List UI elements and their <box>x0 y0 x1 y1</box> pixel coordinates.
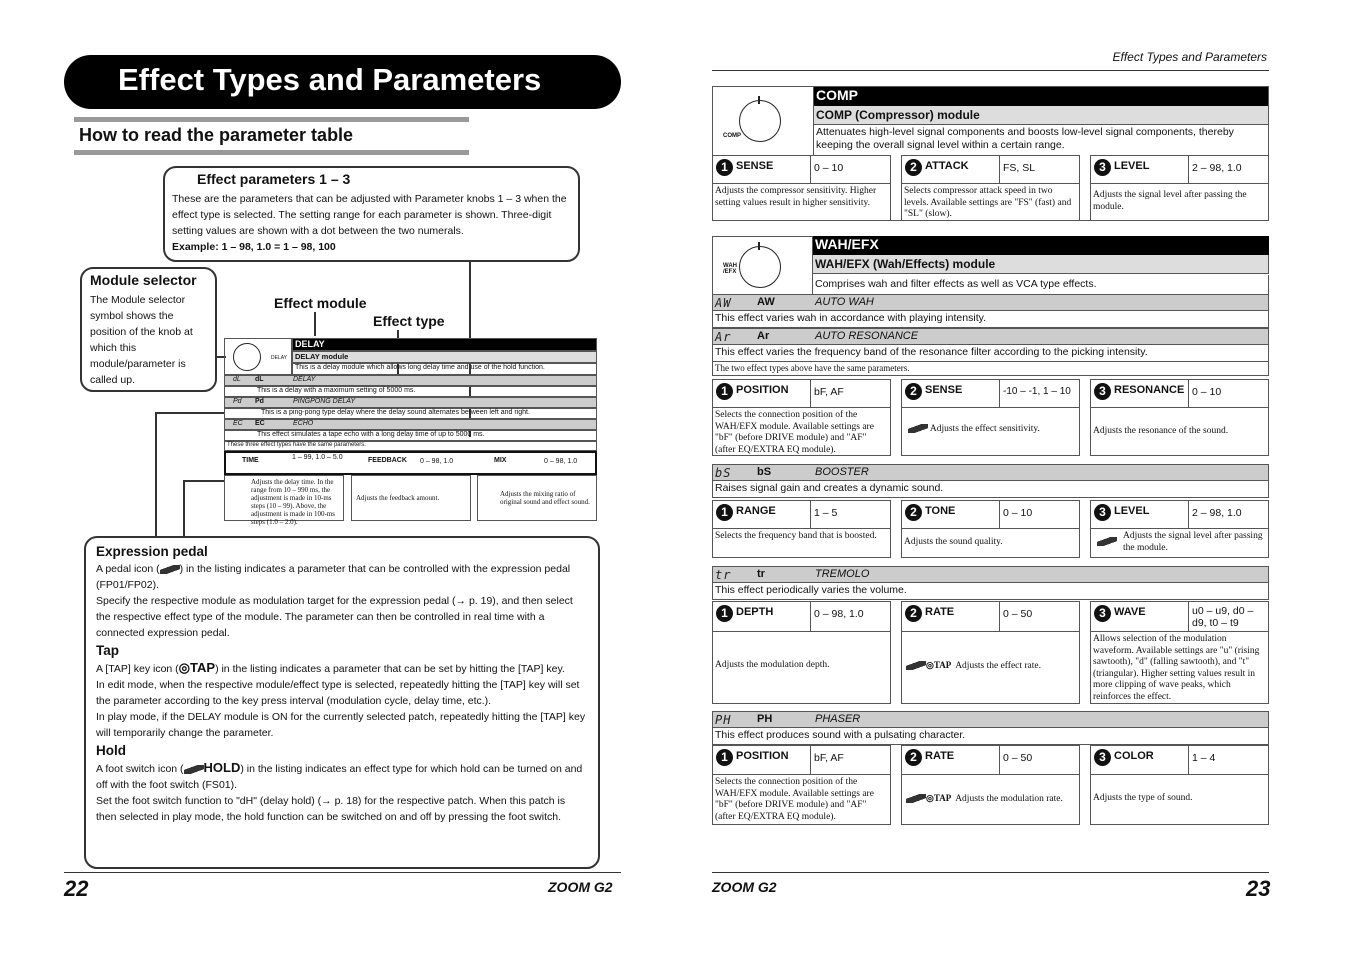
right-page <box>676 0 1351 954</box>
param-desc: Adjusts the signal level after passing the module. <box>1090 528 1269 558</box>
knob-icon <box>739 100 781 142</box>
type-name: DELAY <box>293 376 316 383</box>
module-sub: WAH/EFX (Wah/Effects) module <box>813 255 1269 274</box>
tap-p3: In play mode, if the DELAY module is ON for the currently selected patch, repeatedly hitting the [TAP] key will temporarily change the parameter. <box>96 711 586 739</box>
module-head: COMP <box>814 87 1268 106</box>
knob-label: WAH /EFX <box>723 263 737 275</box>
params-callout <box>163 166 580 262</box>
footer-rule <box>64 872 621 873</box>
tap-icon: ◎TAP <box>178 660 216 675</box>
page-number: 22 <box>64 876 89 901</box>
param-desc: Adjusts the type of sound. <box>1090 774 1269 825</box>
param-cell: 3 LEVEL 2 – 98, 1.0 <box>1090 500 1269 529</box>
module-sub: COMP (Compressor) module <box>814 106 1268 125</box>
effect-type-desc: This effect produces sound with a pulsating character. <box>712 728 1269 745</box>
type-name: ECHO <box>293 420 314 427</box>
hold-heading: Hold <box>96 743 126 758</box>
type-seg: dL <box>233 376 241 383</box>
pedal-icon <box>906 794 926 803</box>
header-rule <box>712 70 1269 71</box>
example-module-sub: DELAY module <box>292 351 597 363</box>
example-module-head: DELAY <box>292 338 597 351</box>
param-desc: Adjusts the effect sensitivity. <box>901 407 1080 456</box>
expression-heading: Expression pedal <box>96 544 208 559</box>
pedal-icon <box>906 661 926 670</box>
example-table <box>224 338 597 526</box>
expression-p1: A pedal icon ( ) in the listing indicates a parameter that can be controlled with the expression pedal (FP01/FP02). <box>96 563 571 591</box>
tap-icon: ◎TAP <box>926 660 952 670</box>
connector-line <box>155 412 157 539</box>
param-cell: 3 COLOR 1 – 4 <box>1090 745 1269 775</box>
knob-icon <box>233 343 261 371</box>
example-note: These three effect types have the same parameters. <box>224 441 597 451</box>
param-cell: 2 RATE 0 – 50 <box>901 601 1080 632</box>
footer-brand: ZOOM G2 <box>548 879 613 895</box>
effect-type-row: PH PH PHASER <box>712 711 1269 728</box>
param-cell: 3 RESONANCE 0 – 10 <box>1090 379 1269 408</box>
hold-p1: A foot switch icon ( HOLD) in the listing indicates an effect type for which hold can be turned on and off with the foot switch (FS01). <box>96 760 583 791</box>
pedal-icon <box>1097 537 1117 546</box>
param-range: 0 – 98, 1.0 <box>420 458 454 465</box>
running-header: Effect Types and Parameters <box>1112 50 1267 64</box>
param-desc: Adjusts the delay time. In the range from 10 – 990 ms, the adjustment is made in 10-ms steps (10 – 99). Above, the adjustment is made in 100-ms steps (1.0 – 2.0). <box>224 475 344 521</box>
pedal-icon <box>160 565 180 574</box>
type-seg: EC <box>233 420 243 427</box>
param-desc: Adjusts the sound quality. <box>901 528 1080 558</box>
module-selector-callout <box>80 267 217 392</box>
tap-icon: ◎TAP <box>926 793 952 803</box>
section-title: How to read the parameter table <box>79 125 354 145</box>
pedal-icon <box>908 424 928 433</box>
connector-line <box>155 412 225 414</box>
type-desc: This effect simulates a tape echo with a long delay time of up to 5000 ms. <box>224 430 597 441</box>
connector-line <box>183 480 185 539</box>
param-cell: 3 LEVEL 2 – 98, 1.0 <box>1090 155 1269 184</box>
effect-type-desc: This effect varies the frequency band of the resonance filter according to the picking intensity. <box>712 345 1269 362</box>
param-cell: 2 RATE 0 – 50 <box>901 745 1080 775</box>
tap-p1: A [TAP] key icon (◎TAP) in the listing indicates a parameter that can be set by hitting the [TAP] key. <box>96 660 565 675</box>
example-module-desc: This is a delay module which allows long delay time and use of the hold function. <box>292 363 597 375</box>
param-desc: Adjusts the modulation depth. <box>712 631 891 704</box>
param-cell: 2 TONE 0 – 10 <box>901 500 1080 529</box>
effect-type-row: AW AW AUTO WAH <box>712 294 1269 311</box>
knob-icon <box>739 246 781 288</box>
type-desc: This is a ping-pong type delay where the delay sound alternates between left and right. <box>224 408 597 419</box>
param-range: 0 – 98, 1.0 <box>544 458 578 465</box>
param-desc: Selects the frequency band that is boosted. <box>712 528 891 558</box>
module-selector-text: The Module selector symbol shows the position of the knob at which this module/parameter is called up. <box>90 294 193 386</box>
connector-line <box>183 480 225 482</box>
effect-type-desc: This effect varies wah in accordance with playing intensity. <box>712 311 1269 328</box>
footswitch-icon <box>184 765 204 774</box>
param-cell: 2 SENSE -10 – -1, 1 – 10 <box>901 379 1080 408</box>
param-desc: Selects the connection position of the WAH/EFX module. Available settings are "bF" (before DRIVE module) and "AF" (after EQ/EXTRA EQ module). <box>712 774 891 825</box>
param-name: FEEDBACK <box>368 457 407 464</box>
section-rule-top <box>74 117 469 122</box>
tap-p2: In edit mode, when the respective module/effect type is selected, repeatedly hitting the [TAP] key will set the parameter according to the key press interval (modulation cycle, delay time, etc.). <box>96 679 580 707</box>
expression-callout <box>84 536 600 869</box>
effect-module-arrow <box>314 312 316 336</box>
knob-label: DELAY <box>271 355 288 361</box>
effect-module-label: Effect module <box>274 295 367 311</box>
param-cell: 1 RANGE 1 – 5 <box>712 500 891 529</box>
footer-rule <box>712 872 1269 873</box>
left-page <box>0 0 675 954</box>
knob-label: COMP <box>723 133 741 139</box>
param-range: 1 – 99, 1.0 – 5.0 <box>292 454 343 461</box>
param-cell: 3 WAVE u0 – u9, d0 – d9, t0 – t9 <box>1090 601 1269 632</box>
hold-p2: Set the foot switch function to "dH" (delay hold) (→ p. 18) for the respective patch. When this patch is then selected in play mode, the hold function can be switched on and off by pressing the foot switch. <box>96 795 566 823</box>
effect-type-row: bS bS BOOSTER <box>712 464 1269 481</box>
type-seg: Pd <box>233 398 242 405</box>
tap-heading: Tap <box>96 643 119 658</box>
param-desc: ◎TAP Adjusts the effect rate. <box>901 631 1080 704</box>
footer-brand: ZOOM G2 <box>712 879 777 895</box>
param-cell: 1 DEPTH 0 – 98, 1.0 <box>712 601 891 632</box>
param-desc: Adjusts the signal level after passing the module. <box>1090 183 1269 221</box>
param-cell: 1 POSITION bF, AF <box>712 745 891 775</box>
param-desc: Selects compressor attack speed in two levels. Available settings are "FS" (fast) and "SL" (slow). <box>901 183 1080 221</box>
params-callout-text: These are the parameters that can be adjusted with Parameter knobs 1 – 3 when the effect type is selected. The setting range for each parameter is shown. Three-digit setting values are shown with a dot between the two numerals. <box>172 193 567 237</box>
type-abbr: Pd <box>255 398 264 405</box>
module-head: WAH/EFX <box>813 236 1269 255</box>
param-desc: Selects the connection position of the WAH/EFX module. Available settings are "bF" (before DRIVE module) and "AF" (after EQ/EXTRA EQ module). <box>712 407 891 456</box>
param-cell: 1 SENSE 0 – 10 <box>712 155 891 184</box>
page-number: 23 <box>1246 876 1271 901</box>
module-desc: Attenuates high-level signal components and boosts low-level signal components, thereby keeping the overall signal level within a certain range. <box>816 126 1234 151</box>
param-cell: 2 ATTACK FS, SL <box>901 155 1080 184</box>
param-desc: Adjusts the compressor sensitivity. Higher setting values result in higher sensitivity. <box>712 183 891 221</box>
effect-type-desc: This effect periodically varies the volume. <box>712 583 1269 600</box>
expression-p2: Specify the respective module as modulation target for the expression pedal (→ p. 19), and then select the respective effect type of the module. The parameter can then be controlled in real time with a connected expression pedal. <box>96 595 573 639</box>
module-desc: Comprises wah and filter effects as well as VCA type effects. <box>813 275 1269 295</box>
effect-type-desc: Raises signal gain and creates a dynamic sound. <box>712 481 1269 498</box>
param-desc: Allows selection of the modulation waveform. Available settings are "u" (rising sawtooth), "d" (falling sawtooth), and "t" (triangular). Higher setting values result in more clipping of wave peaks, which reinforces the effect. <box>1090 631 1269 704</box>
params-callout-example: Example: 1 – 98, 1.0 = 1 – 98, 100 <box>172 241 336 253</box>
type-abbr: EC <box>255 420 265 427</box>
effect-type-note: The two effect types above have the same parameters. <box>712 362 1269 376</box>
param-desc: Adjusts the mixing ratio of original sound and effect sound. <box>477 475 597 521</box>
effect-type-row: Ar Ar AUTO RESONANCE <box>712 328 1269 345</box>
param-name: TIME <box>242 457 259 464</box>
page-title: Effect Types and Parameters <box>64 55 621 109</box>
type-abbr: dL <box>255 376 264 383</box>
param-desc: ◎TAP Adjusts the modulation rate. <box>901 774 1080 825</box>
section-rule-bottom <box>74 150 469 155</box>
effect-type-label: Effect type <box>373 313 445 329</box>
param-name: MIX <box>494 457 507 464</box>
module-selector-heading: Module selector <box>90 272 197 288</box>
type-name: PINGPONG DELAY <box>293 398 356 405</box>
param-desc: Adjusts the resonance of the sound. <box>1090 407 1269 456</box>
effect-type-row: tr tr TREMOLO <box>712 566 1269 583</box>
params-callout-heading: Effect parameters 1 – 3 <box>197 171 351 187</box>
type-desc: This is a delay with a maximum setting of 5000 ms. <box>224 386 597 397</box>
param-desc: Adjusts the feedback amount. <box>351 475 471 521</box>
hold-icon: HOLD <box>203 760 241 775</box>
param-cell: 1 POSITION bF, AF <box>712 379 891 408</box>
